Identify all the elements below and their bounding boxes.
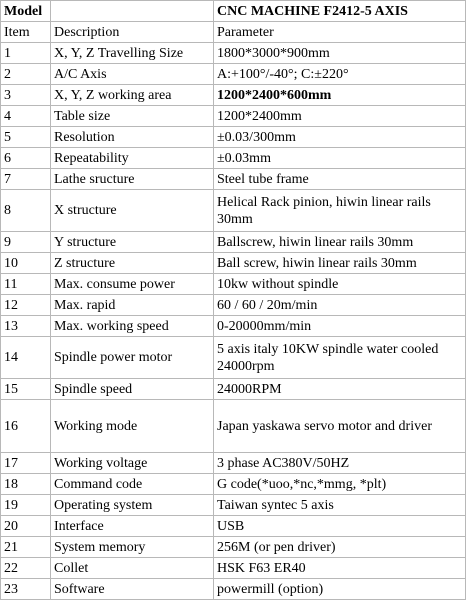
item-parameter: 1200*2400*600mm: [214, 85, 466, 106]
item-description: Spindle power motor: [51, 337, 214, 379]
item-number: 9: [1, 232, 51, 253]
item-parameter: ±0.03/300mm: [214, 127, 466, 148]
table-row: [1, 106, 466, 127]
parameter-header: Parameter: [214, 22, 466, 43]
item-description: A/C Axis: [51, 64, 214, 85]
item-number: 7: [1, 169, 51, 190]
table-row: [1, 127, 466, 148]
description-header: Description: [51, 22, 214, 43]
item-description: Collet: [51, 558, 214, 579]
model-label: Model: [1, 1, 51, 22]
item-description: Max. rapid: [51, 295, 214, 316]
item-number: 22: [1, 558, 51, 579]
item-number: 5: [1, 127, 51, 148]
item-parameter: 1200*2400mm: [214, 106, 466, 127]
item-parameter: Japan yaskawa servo motor and driver: [214, 400, 466, 453]
item-parameter: 256M (or pen driver): [214, 537, 466, 558]
table-row: [1, 232, 466, 253]
item-number: 21: [1, 537, 51, 558]
table-row: [1, 453, 466, 474]
item-number: 11: [1, 274, 51, 295]
table-row: [1, 579, 466, 600]
item-parameter: 1800*3000*900mm: [214, 43, 466, 64]
table-row: [1, 253, 466, 274]
item-description: Z structure: [51, 253, 214, 274]
item-parameter: 5 axis italy 10KW spindle water cooled 24000rpm: [214, 337, 466, 379]
item-parameter: Ball screw, hiwin linear rails 30mm: [214, 253, 466, 274]
item-parameter: HSK F63 ER40: [214, 558, 466, 579]
item-number: 13: [1, 316, 51, 337]
table-row: [1, 400, 466, 453]
table-row: [1, 295, 466, 316]
title-spacer: [51, 1, 214, 22]
table-row: [1, 43, 466, 64]
item-description: X structure: [51, 190, 214, 232]
item-number: 2: [1, 64, 51, 85]
table-row: [1, 148, 466, 169]
item-description: Y structure: [51, 232, 214, 253]
item-parameter: Ballscrew, hiwin linear rails 30mm: [214, 232, 466, 253]
item-description: Lathe sructure: [51, 169, 214, 190]
item-parameter: Helical Rack pinion, hiwin linear rails 30mm: [214, 190, 466, 232]
item-description: X, Y, Z working area: [51, 85, 214, 106]
item-number: 6: [1, 148, 51, 169]
item-parameter: 24000RPM: [214, 379, 466, 400]
item-parameter: 60 / 60 / 20m/min: [214, 295, 466, 316]
item-number: 1: [1, 43, 51, 64]
item-number: 12: [1, 295, 51, 316]
table-row: [1, 537, 466, 558]
title-row: [1, 1, 466, 22]
table-row: [1, 495, 466, 516]
table-row: [1, 64, 466, 85]
item-description: Max. working speed: [51, 316, 214, 337]
column-header-row: [1, 22, 466, 43]
machine-title: CNC MACHINE F2412-5 AXIS: [214, 1, 466, 22]
table-row: [1, 337, 466, 379]
item-number: 18: [1, 474, 51, 495]
table-row: [1, 558, 466, 579]
item-description: Command code: [51, 474, 214, 495]
item-description: Working mode: [51, 400, 214, 453]
item-number: 10: [1, 253, 51, 274]
item-description: System memory: [51, 537, 214, 558]
item-parameter: A:+100°/-40°; C:±220°: [214, 64, 466, 85]
table-row: [1, 190, 466, 232]
table-row: [1, 379, 466, 400]
item-number: 15: [1, 379, 51, 400]
item-parameter: USB: [214, 516, 466, 537]
item-number: 19: [1, 495, 51, 516]
item-parameter: 10kw without spindle: [214, 274, 466, 295]
table-row: [1, 316, 466, 337]
item-description: X, Y, Z Travelling Size: [51, 43, 214, 64]
item-description: Working voltage: [51, 453, 214, 474]
item-parameter: ±0.03mm: [214, 148, 466, 169]
item-parameter: 3 phase AC380V/50HZ: [214, 453, 466, 474]
item-parameter: powermill (option): [214, 579, 466, 600]
item-description: Table size: [51, 106, 214, 127]
table-row: [1, 85, 466, 106]
item-description: Interface: [51, 516, 214, 537]
item-number: 20: [1, 516, 51, 537]
item-description: Resolution: [51, 127, 214, 148]
item-number: 17: [1, 453, 51, 474]
item-description: Max. consume power: [51, 274, 214, 295]
item-parameter: Taiwan syntec 5 axis: [214, 495, 466, 516]
item-description: Software: [51, 579, 214, 600]
item-parameter: Steel tube frame: [214, 169, 466, 190]
table-row: [1, 474, 466, 495]
item-number: 3: [1, 85, 51, 106]
item-description: Repeatability: [51, 148, 214, 169]
table-row: [1, 274, 466, 295]
item-description: Spindle speed: [51, 379, 214, 400]
table-row: [1, 169, 466, 190]
item-header: Item: [1, 22, 51, 43]
item-description: Operating system: [51, 495, 214, 516]
item-parameter: 0-20000mm/min: [214, 316, 466, 337]
table-row: [1, 516, 466, 537]
item-number: 16: [1, 400, 51, 453]
item-parameter: G code(*uoo,*nc,*mmg, *plt): [214, 474, 466, 495]
item-number: 23: [1, 579, 51, 600]
item-number: 14: [1, 337, 51, 379]
item-number: 4: [1, 106, 51, 127]
item-number: 8: [1, 190, 51, 232]
